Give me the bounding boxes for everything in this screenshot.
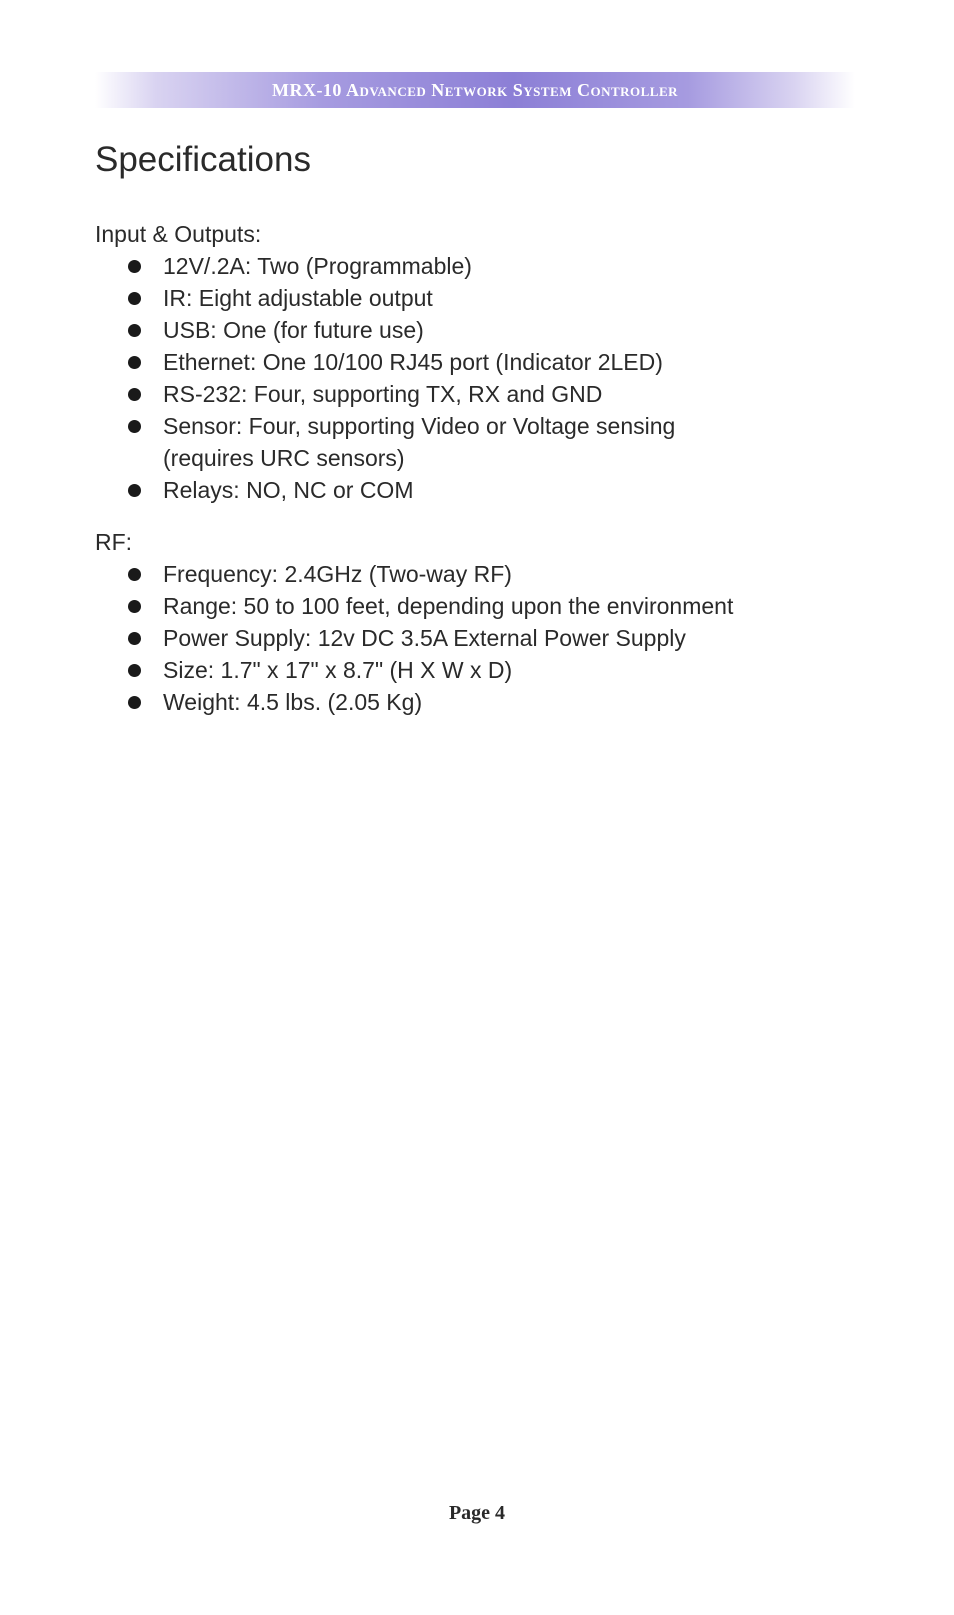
list-item-text: RS-232: Four, supporting TX, RX and GND	[163, 381, 603, 407]
list-item-text: 12V/.2A: Two (Programmable)	[163, 253, 472, 279]
list-item-text: Weight: 4.5 lbs. (2.05 Kg)	[163, 689, 423, 715]
page-title: Specifications	[95, 140, 311, 179]
list-item	[95, 378, 875, 410]
list-item	[95, 314, 875, 346]
spec-list	[95, 250, 875, 506]
list-item-text: Ethernet: One 10/100 RJ45 port (Indicator 2LED)	[163, 349, 663, 375]
list-item-text: USB: One (for future use)	[163, 317, 424, 343]
bullet-icon	[128, 356, 141, 369]
bullet-icon	[128, 632, 141, 645]
list-item	[95, 686, 875, 718]
list-item	[95, 558, 875, 590]
list-item-text: Relays: NO, NC or COM	[163, 477, 414, 503]
bullet-icon	[128, 664, 141, 677]
list-item	[95, 654, 875, 686]
list-item-text-continued: (requires URC sensors)	[163, 445, 405, 471]
section-rf	[95, 526, 875, 718]
bullet-icon	[128, 260, 141, 273]
list-item-text: Sensor: Four, supporting Video or Voltage sensing	[163, 413, 676, 439]
bullet-icon	[128, 484, 141, 497]
bullet-icon	[128, 324, 141, 337]
list-item-text: Size: 1.7" x 17" x 8.7" (H X W x D)	[163, 657, 513, 683]
bullet-icon	[128, 696, 141, 709]
list-item-text: Power Supply: 12v DC 3.5A External Power Supply	[163, 625, 686, 651]
bullet-icon	[128, 568, 141, 581]
list-item	[95, 474, 875, 506]
bullet-icon	[128, 292, 141, 305]
section-input-outputs	[95, 218, 875, 506]
list-item	[95, 282, 875, 314]
bullet-icon	[128, 420, 141, 433]
list-item	[95, 590, 875, 622]
page-number: Page 4	[448, 1502, 506, 1524]
bullet-icon	[128, 600, 141, 613]
list-item-text: Frequency: 2.4GHz (Two-way RF)	[163, 561, 512, 587]
list-item-text: IR: Eight adjustable output	[163, 285, 433, 311]
section-label: RF:	[95, 529, 133, 555]
header-band	[95, 72, 855, 108]
section-label: Input & Outputs:	[95, 221, 262, 247]
header-title: MRX-10 Advanced Network System Controller	[271, 79, 679, 100]
list-item	[95, 250, 875, 282]
bullet-icon	[128, 388, 141, 401]
list-item	[95, 622, 875, 654]
list-item	[95, 346, 875, 378]
spec-list	[95, 558, 875, 718]
list-item-text: Range: 50 to 100 feet, depending upon the environment	[163, 593, 734, 619]
list-item	[95, 410, 875, 474]
